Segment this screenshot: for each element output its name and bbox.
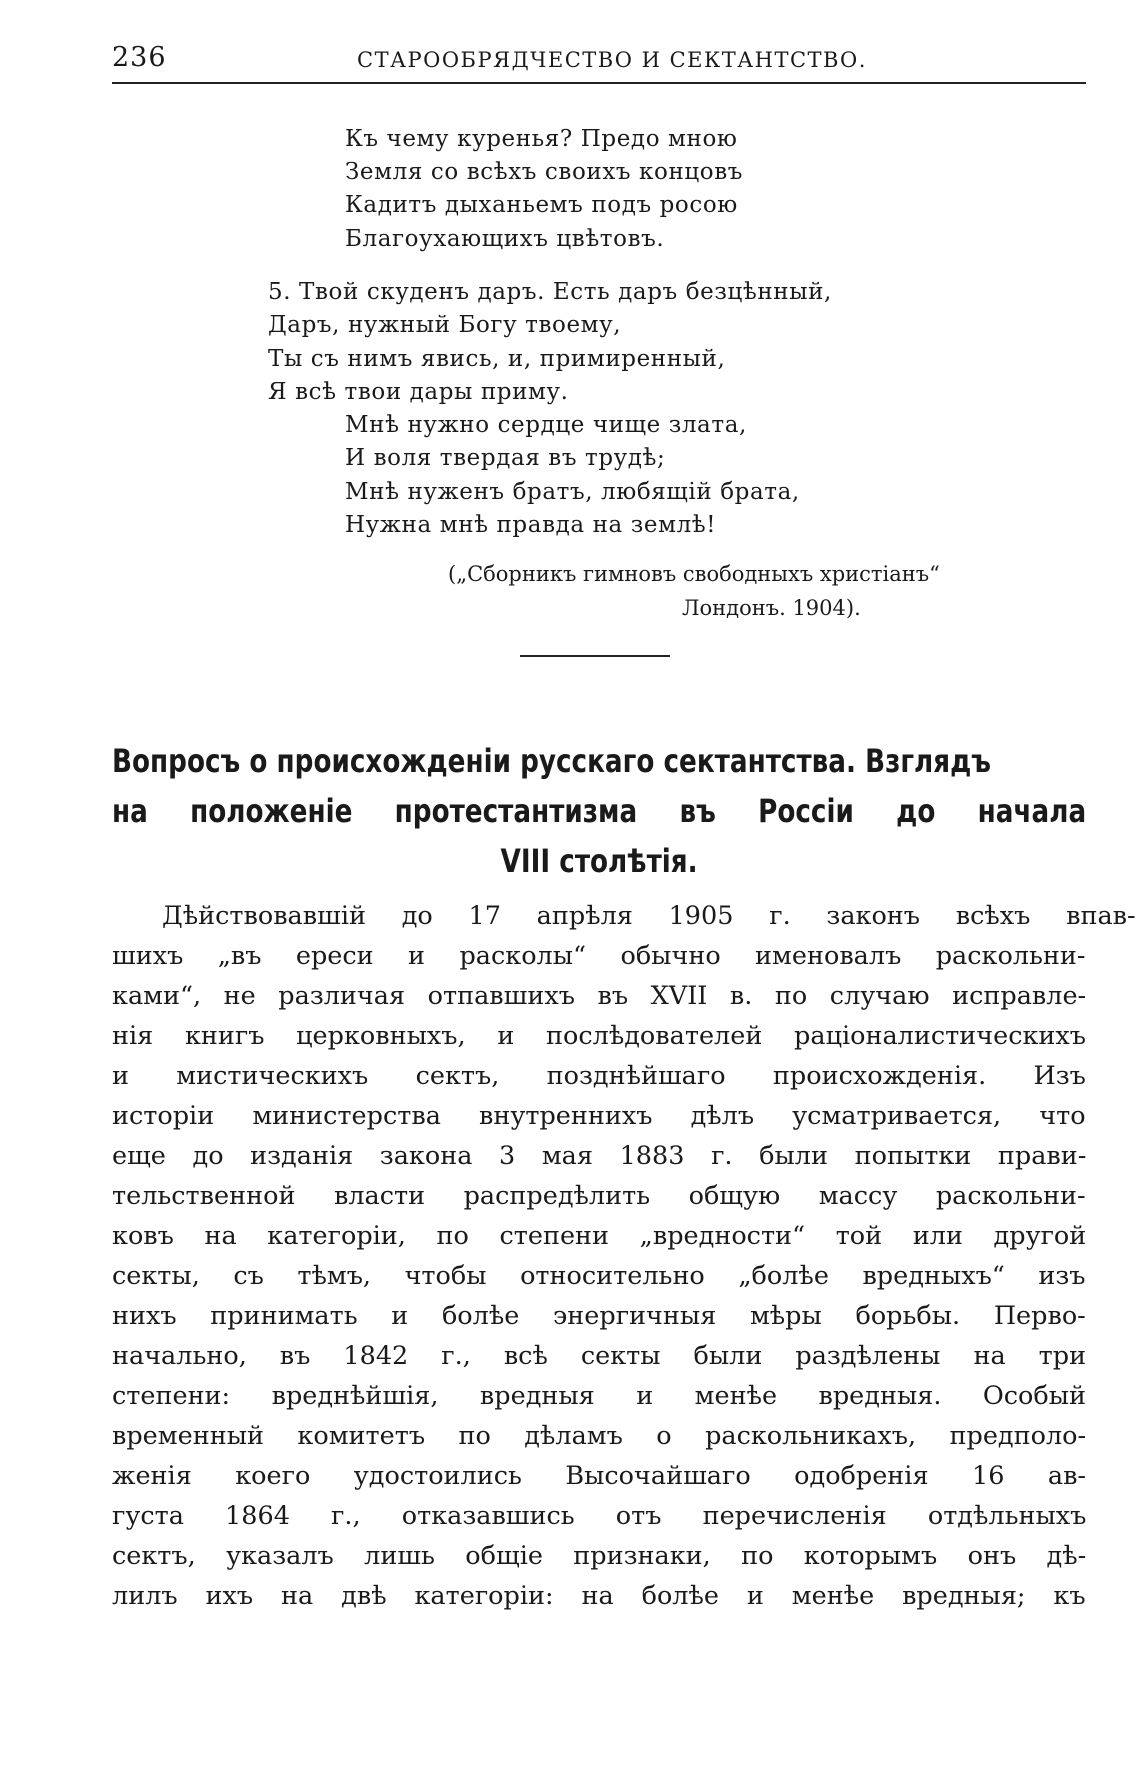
body-line: лилъ ихъ на двѣ категоріи: на болѣе и менѣе вредныя; къ [112,1581,1086,1611]
poem-line: Ты съ нимъ явись, и, примиренный, [268,346,726,372]
running-header [112,38,1086,84]
body-line: нія книгъ церковныхъ, и послѣдователей раціоналистическихъ [112,1021,1087,1051]
poem-line: И воля твердая въ трудѣ; [345,445,666,471]
poem-line: Кадитъ дыханьемъ подъ росою [345,192,738,218]
heading-text: на положеніе протестантизма въ Россіи до начала [112,792,1087,830]
body-line: и мистическихъ сектъ, позднѣйшаго происхожденія. Изъ [112,1061,1086,1091]
poem-line: Земля со всѣхъ своихъ концовъ [345,159,744,185]
heading-text: Вопросъ о происхожденіи русскаго сектантства. Взглядъ [112,742,992,780]
body-line: густа 1864 г., отказавшись отъ перечисленія отдѣльныхъ [112,1501,1087,1531]
body-line: временный комитетъ по дѣламъ о раскольникахъ, предполо- [112,1421,1087,1451]
body-line: ками“, не различая отпавшихъ въ XVII в. по случаю исправле- [112,981,1087,1011]
body-line: начально, въ 1842 г., всѣ секты были раздѣлены на три [112,1341,1087,1371]
body-line: сектъ, указалъ лишь общіе признаки, по которымъ онъ дѣ- [112,1541,1087,1571]
body-line: шихъ „въ ереси и расколы“ обычно именовалъ раскольни- [112,941,1086,971]
heading-line [112,842,1086,880]
body-line: исторіи министерства внутреннихъ дѣлъ усматривается, что [112,1101,1086,1131]
poem-line: Къ чему куренья? Предо мною [345,126,738,152]
body-line: степени: вреднѣйшія, вредныя и менѣе вредныя. Особый [112,1381,1087,1411]
poem-line: Мнѣ нуженъ братъ, любящій брата, [345,479,800,505]
body-line: нихъ принимать и болѣе энергичныя мѣры борьбы. Перво- [112,1301,1086,1331]
body-line: тельственной власти распредѣлить общую массу раскольни- [112,1181,1086,1211]
heading-line [112,792,1086,830]
poem-line: Я всѣ твои дары приму. [268,379,569,405]
poem-line: Благоухающихъ цвѣтовъ. [345,226,665,252]
body-line: Дѣйствовавшій до 17 апрѣля 1905 г. законъ всѣхъ впав- [162,901,1136,931]
poem-line: 5. Твой скуденъ даръ. Есть даръ безцѣнный, [268,279,832,305]
page-number: 236 [112,42,167,73]
heading-text: VIII столѣтія. [500,842,698,880]
poem-source: („Сборникъ гимновъ свободныхъ христіанъ“ [448,562,940,586]
poem-line: Даръ, нужный Богу твоему, [268,312,622,338]
running-title: СТАРООБРЯДЧЕСТВО И СЕКТАНТСТВО. [357,48,867,72]
body-line: женія коего удостоились Высочайшаго одобренія 16 ав- [112,1461,1087,1491]
poem-line: Нужна мнѣ правда на землѣ! [345,512,717,538]
body-line: секты, съ тѣмъ, чтобы относительно „болѣе вредныхъ“ изъ [112,1261,1086,1291]
poem-source-place: Лондонъ. 1904). [682,596,861,620]
section-divider [520,655,670,657]
poem-line: Мнѣ нужно сердце чище злата, [345,412,747,438]
body-line: ковъ на категоріи, по степени „вредности“ той или другой [112,1221,1087,1251]
body-line: еще до изданія закона 3 мая 1883 г. были попытки прави- [112,1141,1087,1171]
heading-line [112,742,1086,780]
